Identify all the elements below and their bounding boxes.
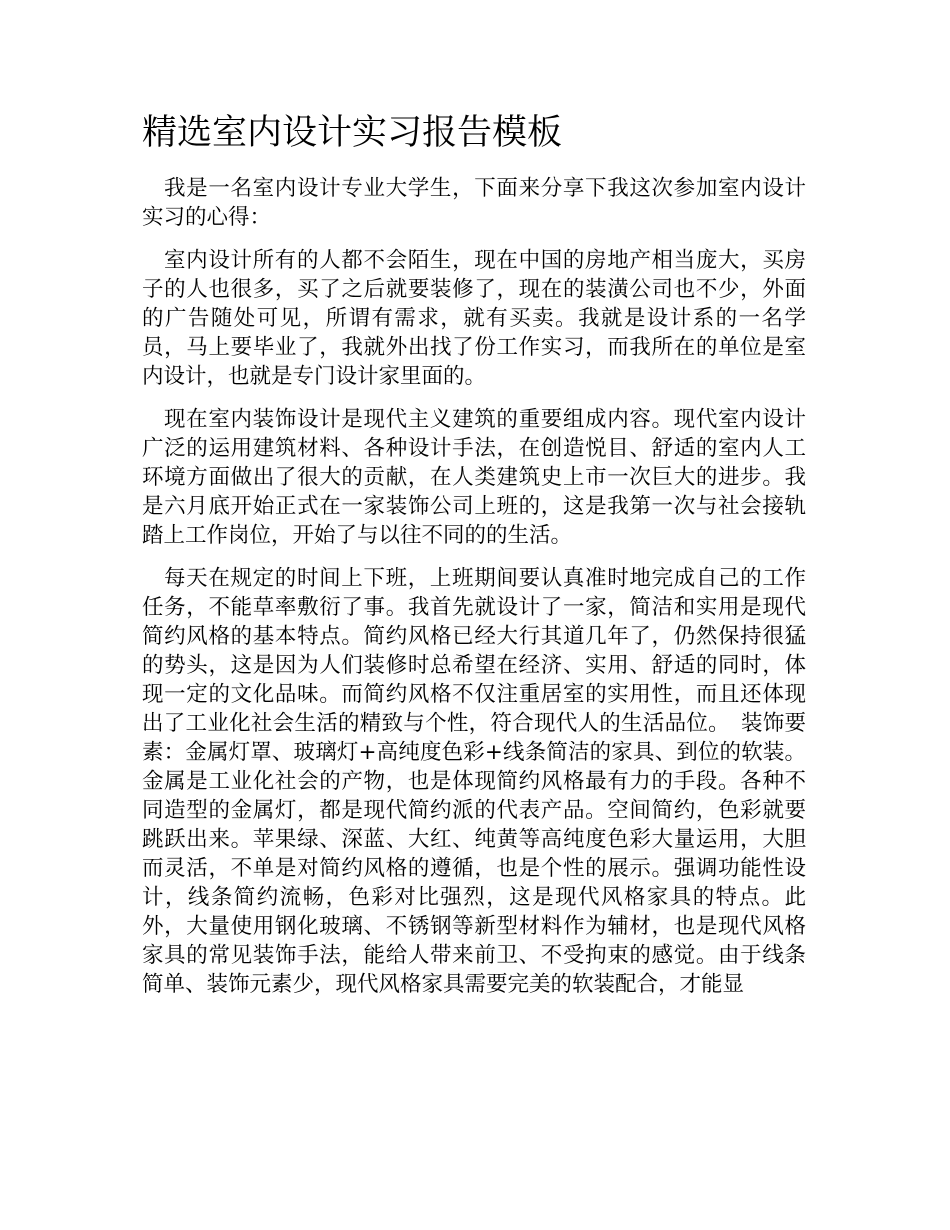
paragraph-interior-design: 现在室内装饰设计是现代主义建筑的重要组成内容。现代室内设计广泛的运用建筑材料、各种设计手法，在创造悦目、舒适的室内人工环境方面做出了很大的贡献，在人类建筑史上市一次巨大的进步。我是六月底开始正式在一家装饰公司上班的，这是我第一次与社会接轨踏上工作岗位，开始了与以往不同的的生活。 (142, 407, 806, 548)
paragraph-background: 室内设计所有的人都不会陌生，现在中国的房地产相当庞大，买房子的人也很多，买了之后就要装修了，现在的装潢公司也不少，外面的广告随处可见，所谓有需求，就有买卖。我就是设计系的一名学员，马上要毕业了，我就外出找了份工作实习，而我所在的单位是室内设计，也就是专门设计家里面的。 (142, 248, 806, 389)
document-body (142, 108, 806, 999)
document-title: 精选室内设计实习报告模板 (142, 113, 563, 153)
paragraph-work-experience: 每天在规定的时间上下班，上班期间要认真准时地完成自己的工作任务，不能草率敷衍了事。我首先就设计了一家，简洁和实用是现代简约风格的基本特点。简约风格已经大行其道几年了，仍然保持很猛的势头，这是因为人们装修时总希望在经济、实用、舒适的同时，体现一定的文化品味。而简约风格不仅注重居室的实用性，而且还体现出了工业化社会生活的精致与个性，符合现代人的生活品位。 装饰要素：金属灯罩、玻璃灯+高纯度色彩+线条简洁的家具、到位的软装。金属是工业化社会的产物，也是体现简约风格最有力的手段。各种不同造型的金属灯，都是现代简约派的代表产品。空间简约，色彩就要跳跃出来。苹果绿、深蓝、大红、纯黄等高纯度色彩大量运用，大胆而灵活，不单是对简约风格的遵循，也是个性的展示。强调功能性设计，线条简约流畅，色彩对比强烈，这是现代风格家具的特点。此外，大量使用钢化玻璃、不锈钢等新型材料作为辅材，也是现代风格家具的常见装饰手法，能给人带来前卫、不受拘束的感觉。由于线条简单、装饰元素少，现代风格家具需要完美的软装配合，才能显 (142, 566, 806, 997)
paragraph-intro: 我是一名室内设计专业大学生，下面来分享下我这次参加室内设计实习的心得： (142, 176, 806, 230)
